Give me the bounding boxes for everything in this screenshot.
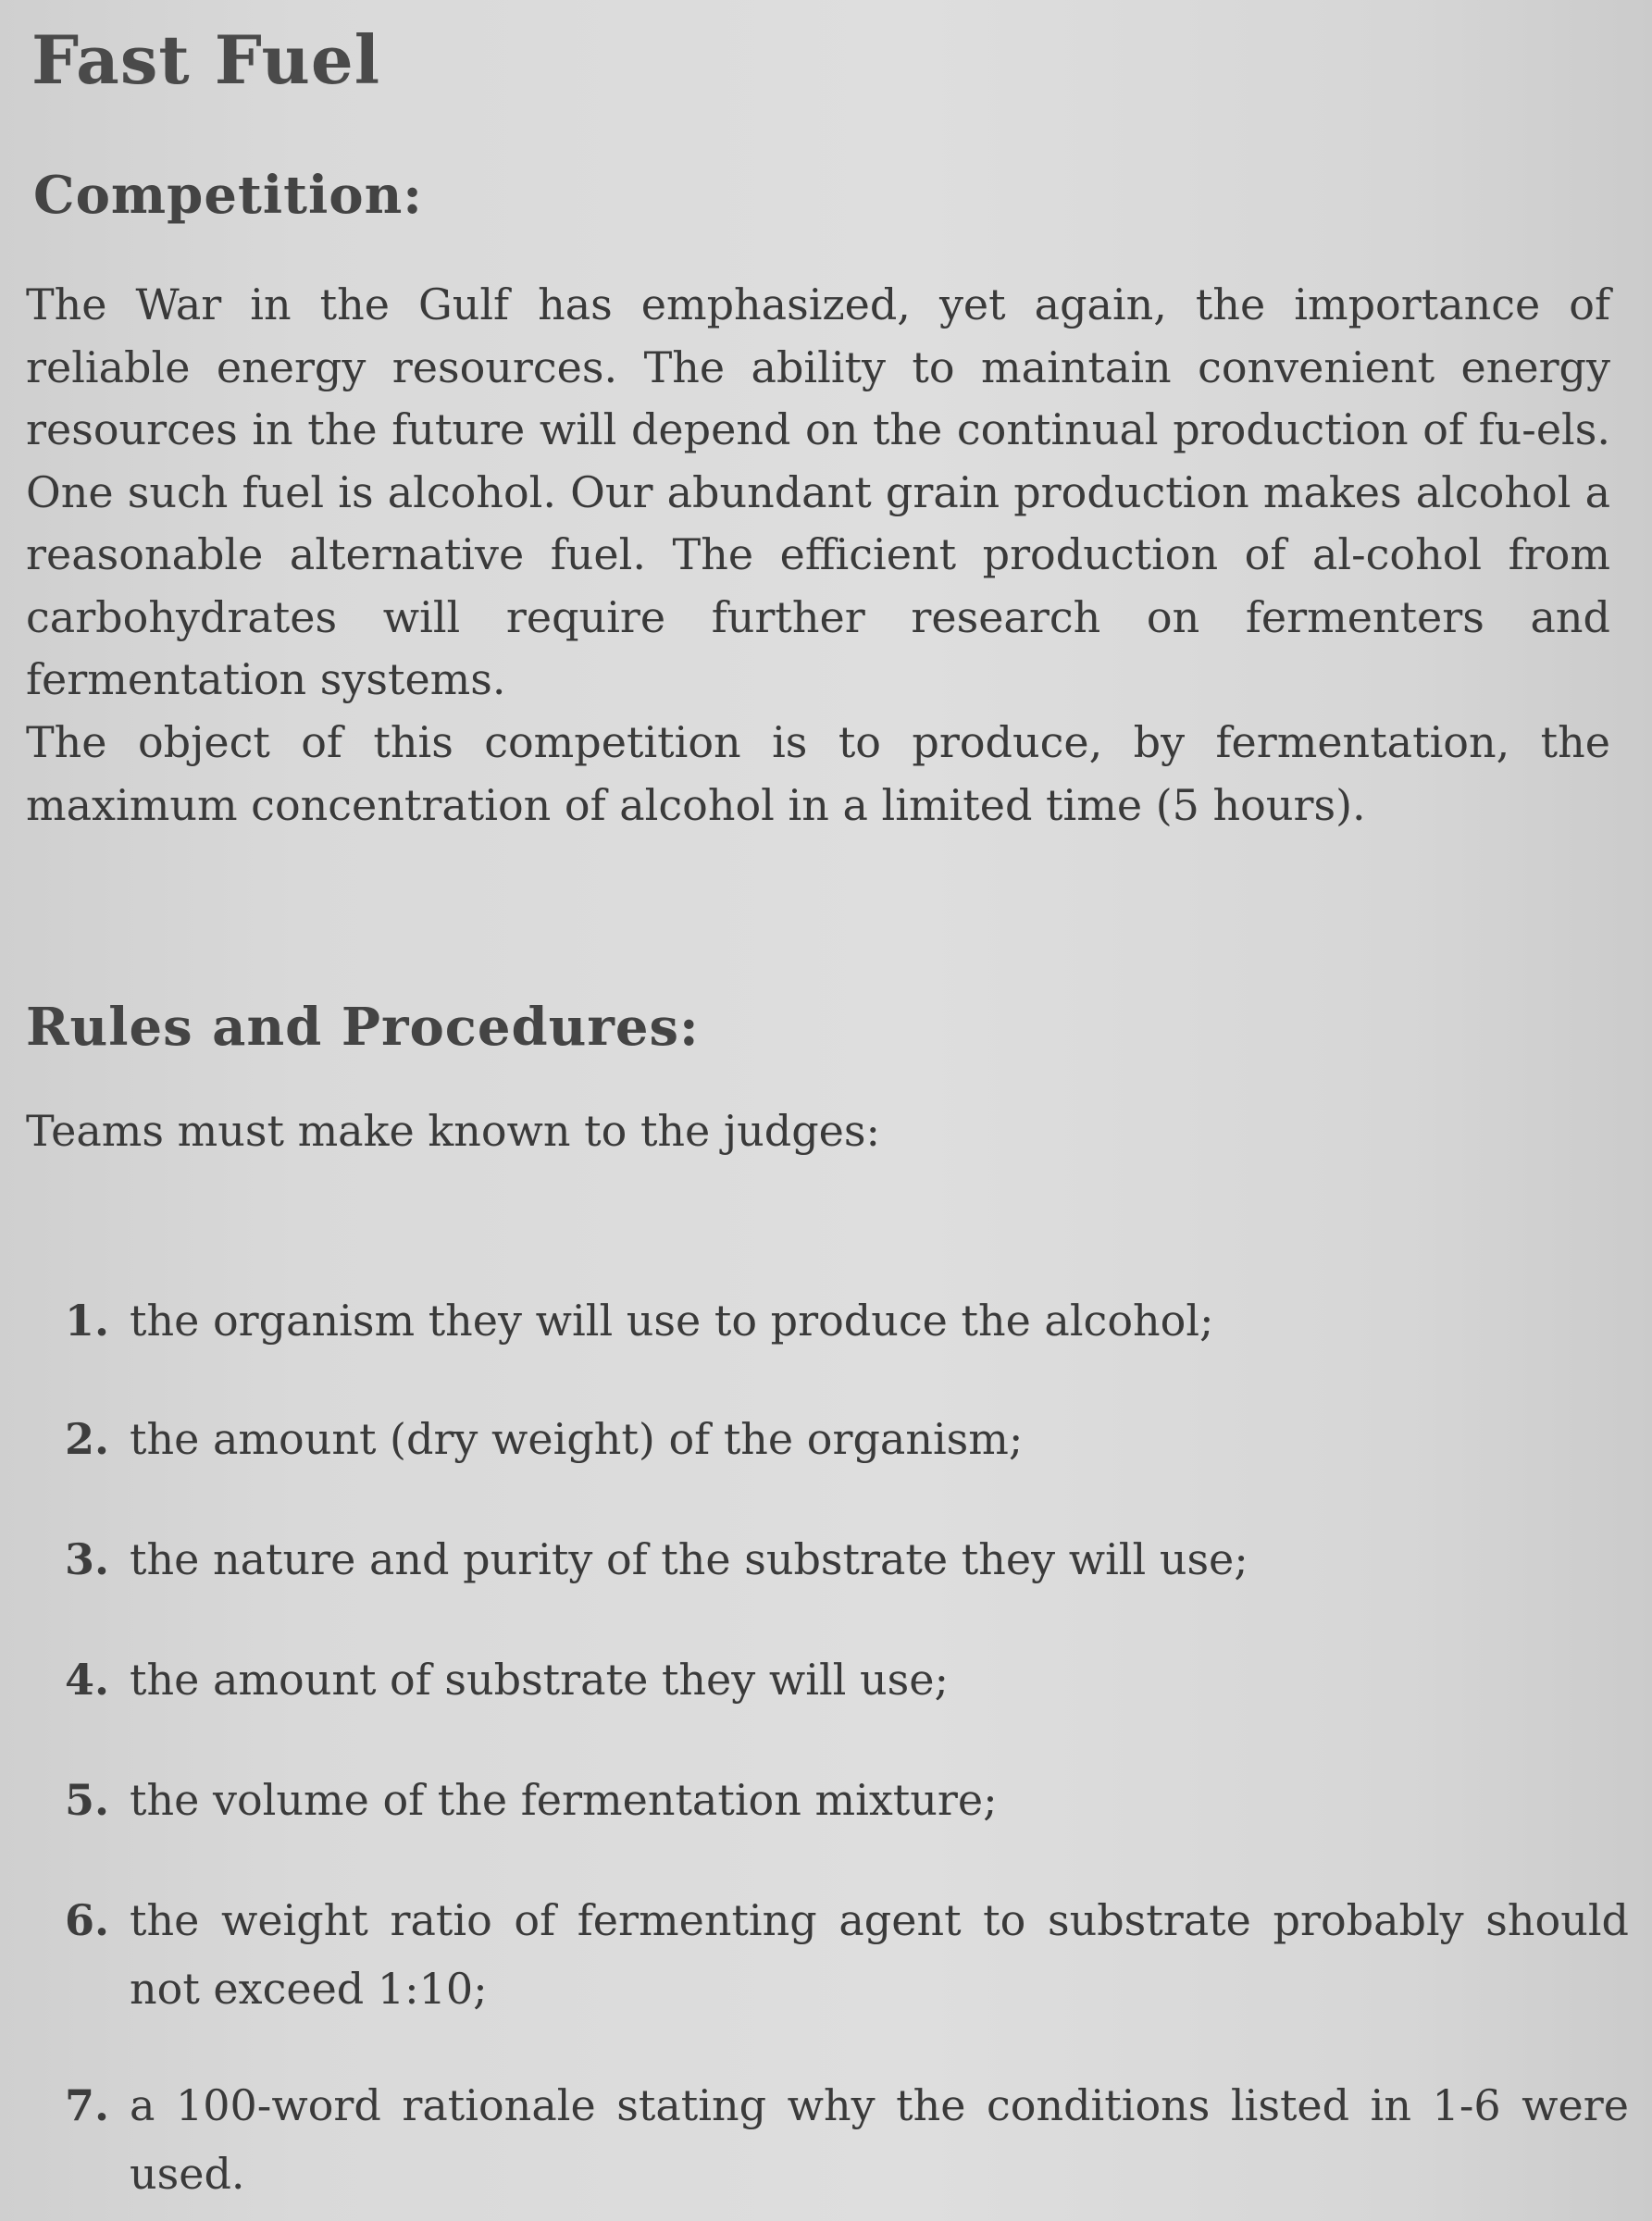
rule-number: 4. — [65, 1655, 110, 1705]
rule-number: 7. — [65, 2080, 110, 2130]
rules-heading: Rules and Procedures: — [26, 997, 700, 1058]
competition-heading: Competition: — [33, 165, 423, 226]
rule-item — [65, 1405, 1629, 1473]
rule-number: 2. — [65, 1414, 110, 1464]
document-title: Fast Fuel — [31, 20, 381, 99]
rule-number: 5. — [65, 1775, 110, 1825]
rule-item — [65, 1286, 1629, 1355]
rule-number: 3. — [65, 1534, 110, 1584]
competition-paragraph-1: The War in the Gulf has emphasized, yet again, the importance of reliable energy resources. The ability to maintain convenient energy resources in the future will depend on the continual production of fu-els. One such fuel is alcohol. Our abundant grain production makes alcohol a reasonable alternative fuel. The efficient production of al-cohol from carbohydrates will require further research on fermenters and fermentation systems. — [26, 279, 1610, 704]
rule-text: the organism they will use to produce the alcohol; — [130, 1296, 1214, 1346]
rule-item — [65, 1766, 1629, 1834]
rule-item — [65, 1525, 1629, 1594]
rule-item — [65, 1645, 1629, 1714]
rules-intro: Teams must make known to the judges: — [26, 1106, 881, 1156]
rule-text: the amount of substrate they will use; — [130, 1655, 949, 1705]
rule-text: the nature and purity of the substrate they will use; — [130, 1534, 1248, 1584]
rule-text: the amount (dry weight) of the organism; — [130, 1414, 1024, 1464]
competition-paragraph-2: The object of this competition is to produce, by fermentation, the maximum concentration of alcohol in a limited time (5 hours). — [26, 717, 1610, 830]
rule-text: the weight ratio of fermenting agent to substrate probably should not exceed 1:10; — [130, 1895, 1629, 2014]
rule-number: 6. — [65, 1895, 110, 1945]
rule-number: 1. — [65, 1296, 110, 1346]
rule-item — [65, 1886, 1629, 2023]
rule-text: a 100-word rationale stating why the conditions listed in 1-6 were used. — [130, 2080, 1629, 2199]
rule-text: the volume of the fermentation mixture; — [130, 1775, 998, 1825]
rule-item — [65, 2071, 1629, 2208]
